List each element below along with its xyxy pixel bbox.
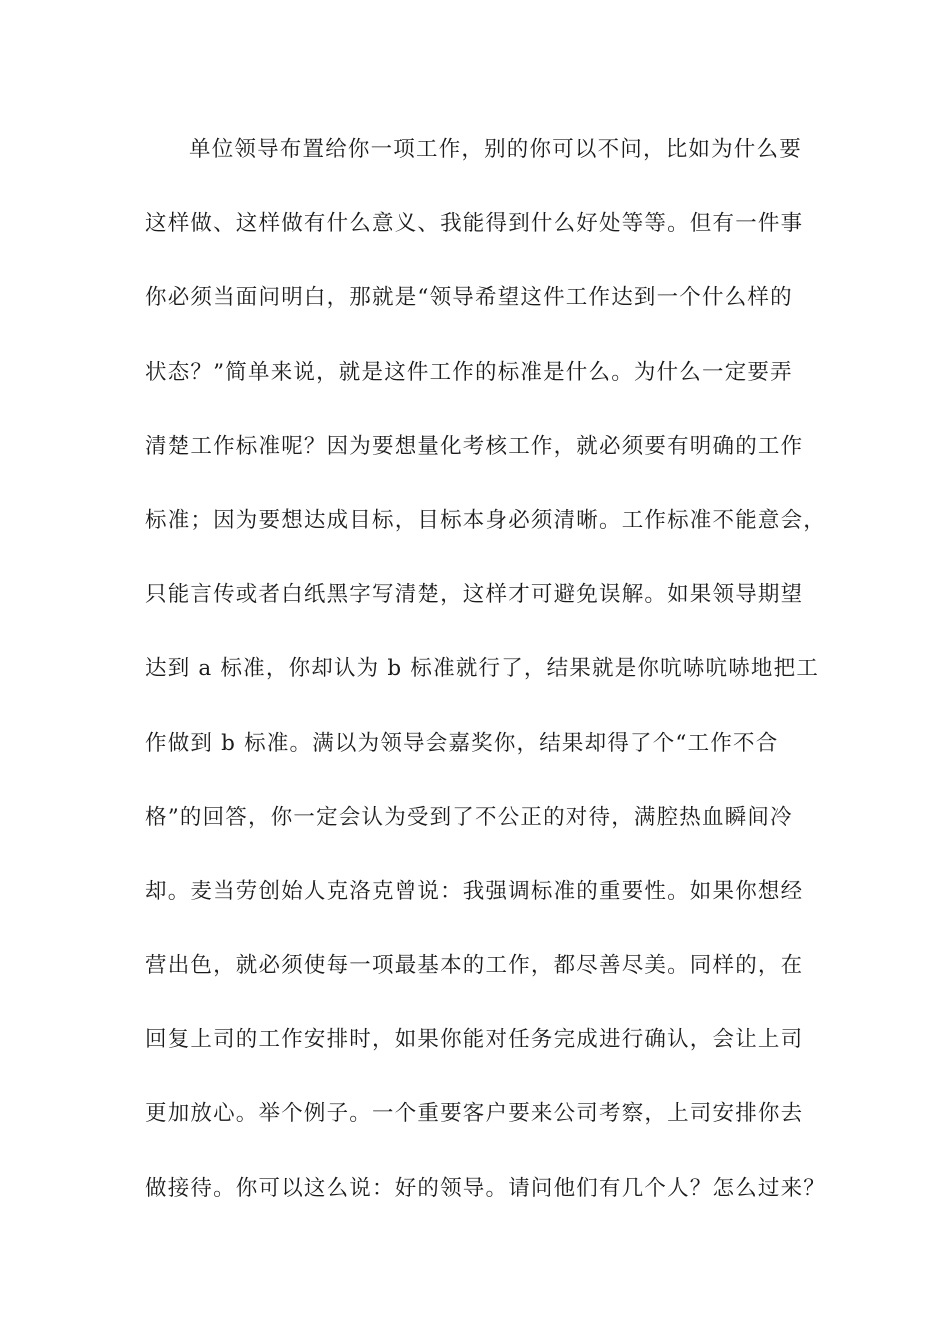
text-line-15: 做接待。你可以这么说：好的领导。请问他们有几个人？怎么过来？ bbox=[145, 1175, 827, 1201]
text-line-6: 标准；因为要想达成目标，目标本身必须清晰。工作标准不能意会， bbox=[145, 507, 827, 533]
text-line-11: 却。麦当劳创始人克洛克曾说：我强调标准的重要性。如果你想经 bbox=[145, 878, 804, 904]
text-line-10: 格”的回答，你一定会认为受到了不公正的对待，满腔热血瞬间冷 bbox=[145, 804, 793, 830]
text-line-2: 这样做、这样做有什么意义、我能得到什么好处等等。但有一件事 bbox=[145, 211, 804, 237]
text-line-9: 作做到 b 标准。满以为领导会嘉奖你，结果却得了个“工作不合 bbox=[145, 730, 779, 756]
text-line-7: 只能言传或者白纸黑字写清楚，这样才可避免误解。如果领导期望 bbox=[145, 582, 804, 608]
text-line-8: 达到 a 标准，你却认为 b 标准就行了，结果就是你吭哧吭哧地把工 bbox=[145, 656, 820, 682]
text-line-14: 更加放心。举个例子。一个重要客户要来公司考察，上司安排你去 bbox=[145, 1101, 804, 1127]
text-line-1: 单位领导布置给你一项工作，别的你可以不问，比如为什么要 bbox=[189, 137, 802, 162]
text-line-12: 营出色，就必须使每一项最基本的工作，都尽善尽美。同样的，在 bbox=[145, 953, 804, 979]
text-line-5: 清楚工作标准呢？因为要想量化考核工作，就必须要有明确的工作 bbox=[145, 433, 804, 459]
text-line-13: 回复上司的工作安排时，如果你能对任务完成进行确认，会让上司 bbox=[145, 1027, 804, 1053]
text-line-4: 状态？”简单来说，就是这件工作的标准是什么。为什么一定要弄 bbox=[145, 359, 793, 385]
text-line-3: 你必须当面问明白，那就是“领导希望这件工作达到一个什么样的 bbox=[145, 285, 793, 311]
body-paragraph bbox=[145, 128, 825, 1241]
